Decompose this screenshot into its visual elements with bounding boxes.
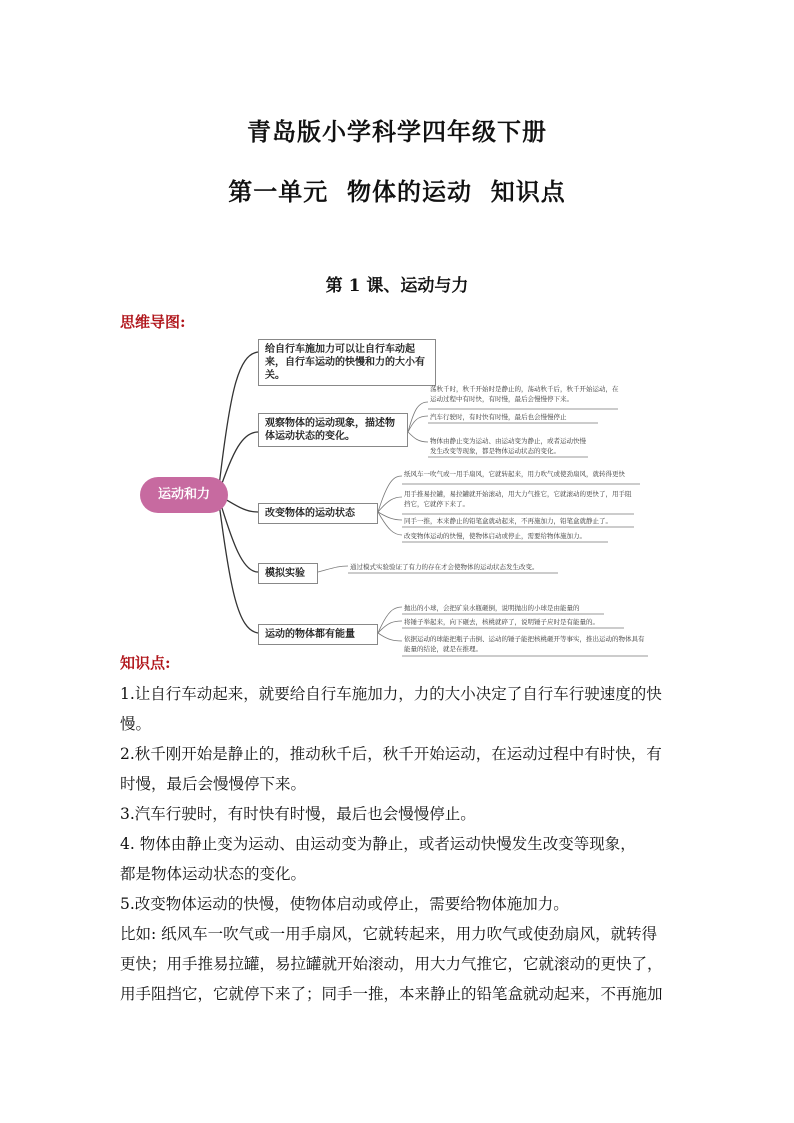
connector-leaf [378,633,402,641]
connector-leaf [408,416,428,432]
connector-branch-1 [218,352,258,495]
knowledge-line: 3.汽车行驶时，有时快有时慢，最后也会慢慢停止。 [120,805,476,823]
knowledge-line: 用手阻挡它，它就停下来了；同手一推，本来静止的铅笔盒就动起来，不再施加 [120,985,663,1003]
branch-node: 给自行车施加力可以让自行车动起来，自行车运动的快慢和力的大小有关。 [258,339,436,386]
leaf-text: 将锤子举起来，向下砸去，核桃就碎了，说明锤子应时是有能量的。 [404,618,599,626]
leaf-text: 纸风车一吹气或一用手扇风，它就转起来，用力吹气或使劲扇风，就转得更快 [404,470,625,478]
knowledge-line: 时慢，最后会慢慢停下来。 [120,775,307,793]
leaf-text: 物体由静止变为运动、由运动变为静止，或者运动快慢发生改变等现象，都是物体运动状态的变化。 [430,437,586,455]
leaf-text: 汽车行驶时，有时快有时慢，最后也会慢慢停止 [430,413,567,421]
branch-node: 观察物体的运动现象，描述物体运动状态的变化。 [258,413,408,447]
connector-leaf [378,476,402,512]
unit-title: 第一单元 物体的运动 知识点 [228,177,566,206]
branch-node: 运动的物体都有能量 [258,624,378,645]
mindmap-heading: 思维导图: [120,313,186,331]
branch-node: 模拟实验 [258,563,318,584]
knowledge-line: 4. 物体由静止变为运动、由运动变为静止，或者运动快慢发生改变等现象， [120,835,636,853]
leaf-text: 抛出的小球，会把矿泉水瓶砸倒，说明抛出的小球是由能量的 [404,604,580,612]
knowledge-line: 都是物体运动状态的变化。 [120,865,307,883]
knowledge-line: 慢。 [120,715,152,733]
leaf-text: 荡秋千时，秋千开始时是静止的，荡动秋千后，秋千开始运动，在运动过程中有时快，有时慢，最后会慢慢停下来。 [430,385,619,403]
document-title: 青岛版小学科学四年级下册 [247,117,547,146]
lesson-title: 第 1 课、运动与力 [325,276,469,296]
leaf-text: 依据运动的球能把瓶子击倒、运动的锤子能把核桃砸开等事实，推出运动的物体具有能量的结论，就是在推理。 [404,635,645,653]
mind-map-root: 运动和力 [140,477,228,513]
knowledge-line: 5.改变物体运动的快慢，使物体启动或停止，需要给物体施加力。 [120,895,569,913]
connector-leaf [408,402,428,432]
leaf-text: 用手推易拉罐，易拉罐就开始滚动，用大力气推它，它就滚动的更快了，用手阻挡它，它就停下来了。 [404,490,632,508]
knowledge-line: 2.秋千刚开始是静止的，推动秋千后，秋千开始运动，在运动过程中有时快，有 [120,745,662,763]
leaf-text: 通过模式实验验证了有力的存在才会使物体的运动状态发生改变。 [350,563,539,571]
knowledge-line: 比如: 纸风车一吹气或一用手扇风，它就转起来，用力吹气或使劲扇风，就转得 [120,925,658,943]
connector-leaf [378,621,402,633]
knowledge-body [120,679,680,1009]
connector-leaf [318,566,348,572]
mind-map [118,330,678,660]
branch-node: 改变物体的运动状态 [258,503,378,524]
knowledge-heading: 知识点: [120,654,171,672]
leaf-text: 同手一推，本来静止的铅笔盒就动起来，不再施加力，铅笔盒就静止了。 [404,517,612,525]
knowledge-line: 更快；用手推易拉罐，易拉罐就开始滚动，用大力气推它，它就滚动的更快了， [120,955,663,973]
leaf-text: 改变物体运动的快慢，使物体启动或停止，需要给物体施加力。 [404,532,586,540]
connector-leaf [378,512,402,535]
knowledge-line: 1.让自行车动起来，就要给自行车施加力，力的大小决定了自行车行驶速度的快 [120,685,662,703]
connector-leaf [378,497,402,512]
connector-leaf [408,432,428,442]
